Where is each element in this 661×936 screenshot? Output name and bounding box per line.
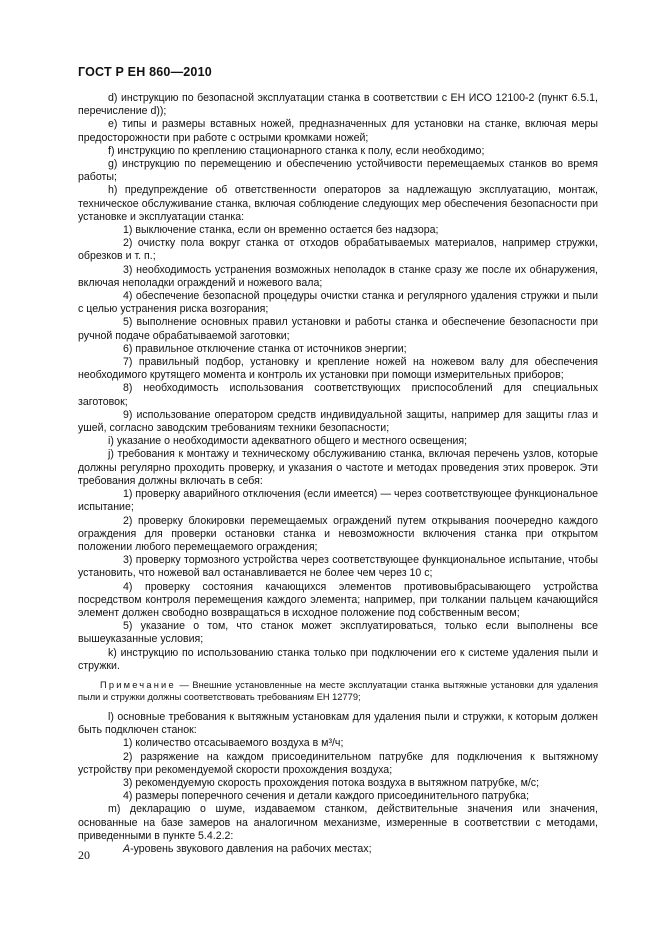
list-item: 5) указание о том, что станок может эксплуатироваться, только если выполнены все вышеуказанные условия; — [78, 620, 598, 646]
last-paragraph — [78, 843, 598, 856]
list-item: 2) разряжение на каждом присоединительном патрубке для подключения к вытяжному устройству при рекомендуемой скорости прохождения воздуха; — [78, 750, 598, 776]
list-item: 2) проверку блокировки перемещаемых ограждений путем открывания поочередно каждого ограждения для проверки остановки станка и невозможности включения станка при открытом положении любого перемещаемого ограждения; — [78, 514, 598, 553]
note-label: Примечание — [100, 679, 176, 690]
a-weighting-letter: А — [123, 842, 131, 855]
list-item: k) инструкцию по использованию станка только при подключении его к системе удаления пыли и стружки. — [78, 646, 598, 672]
last-paragraph-text: -уровень звукового давления на рабочих местах; — [130, 842, 372, 855]
page-number: 20 — [78, 848, 90, 862]
note-text: — Внешние установленные на месте эксплуатации станка вытяжные установки для удаления пыли и стружки должны соответствовать требованиям ЕН 12779; — [78, 679, 598, 702]
list-item: 4) проверку состояния качающихся элементов противовыбрасывающего устройства посредством контроля перемещения каждого элемента; например, при толкании пальцем качающийся элемент должен свободно возвращаться в исходное положение под собственным весом; — [78, 580, 598, 619]
list-item: 4) обеспечение безопасной процедуры очистки станка и регулярного удаления стружки и пыли с целью устранения риска возгорания; — [78, 290, 598, 316]
list-item: j) требования к монтажу и техническому обслуживанию станка, включая перечень узлов, которые должны регулярно проходить проверку, и указания о частоте и методах проведения этих проверок. Эти требования должны включать в себя: — [78, 448, 598, 487]
list-item: 1) количество отсасываемого воздуха в м³/ч; — [123, 737, 344, 750]
document-body — [78, 92, 598, 856]
list-item: 1) выключение станка, если он временно остается без надзора; — [123, 224, 439, 237]
note-paragraph — [78, 679, 598, 703]
list-item: 3) рекомендуемую скорость прохождения потока воздуха в вытяжном патрубке, м/с; — [123, 776, 540, 789]
list-item: f) инструкцию по креплению стационарного станка к полу, если необходимо; — [108, 144, 485, 157]
list-item: d) инструкцию по безопасной эксплуатации станка в соответствии с ЕН ИСО 12100-2 (пункт 6.5.1, перечисление d)); — [78, 92, 598, 118]
list-item: 5) выполнение основных правил установки и работы станка и обеспечение безопасности при ручной подаче обрабатываемой заготовки; — [78, 316, 598, 342]
list-item: 3) проверку тормозного устройства через соответствующее функциональное испытание, чтобы установить, что ножевой вал останавливается не более чем через 10 с; — [78, 554, 598, 580]
list-item: g) инструкцию по перемещению и обеспечению устойчивости перемещаемых станков во время работы; — [78, 158, 598, 184]
list-item: 2) очистку пола вокруг станка от отходов обрабатываемых материалов, например стружки, обрезков и т. п.; — [78, 237, 598, 263]
list-item: h) предупреждение об ответственности операторов за надлежащую эксплуатацию, монтаж, техническое обслуживание станка, включая соблюдение следующих мер обеспечения безопасности при установке и эксплуатации станка: — [78, 184, 598, 223]
extraction-requirements-list — [78, 711, 598, 843]
list-item: l) основные требования к вытяжным установкам для удаления пыли и стружки, к которым должен быть подключен станок: — [78, 710, 598, 737]
list-item: 4) размеры поперечного сечения и детали каждого присоединительного патрубка; — [123, 790, 530, 803]
list-item: 7) правильный подбор, установку и крепление ножей на ножевом валу для обеспечения необходимого крутящего момента и контроль их установки при помощи измерительных приборов; — [78, 356, 598, 382]
list-item: m) декларацию о шуме, издаваемом станком, действительные значения или значения, основанные на базе замеров на аналогичном механизме, измеренные в соответствии с методами, приведенными в пункте 5.4.2.2: — [78, 803, 598, 842]
requirements-list — [78, 92, 598, 673]
list-item: 9) использование оператором средств индивидуальной защиты, например для защиты глаз и ушей, согласно заводским требованиям техники безопасности; — [78, 408, 598, 435]
list-item: i) указание о необходимости адекватного общего и местного освещения; — [108, 435, 468, 448]
list-item: 8) необходимость использования соответствующих приспособлений для специальных заготовок; — [78, 382, 598, 408]
list-item: e) типы и размеры вставных ножей, предназначенных для установки на станке, включая меры предосторожности при работе с острыми кромками ножей; — [78, 118, 598, 144]
list-item: 3) необходимость устранения возможных неполадок в станке сразу же после их обнаружения, включая неполадки ограждений и ножевого вала; — [78, 263, 598, 289]
list-item: 6) правильное отключение станка от источников энергии; — [123, 342, 407, 355]
list-item: 1) проверку аварийного отключения (если имеется) — через соответствующее функциональное испытание; — [78, 488, 598, 514]
document-header: ГОСТ Р ЕН 860—2010 — [78, 65, 212, 79]
